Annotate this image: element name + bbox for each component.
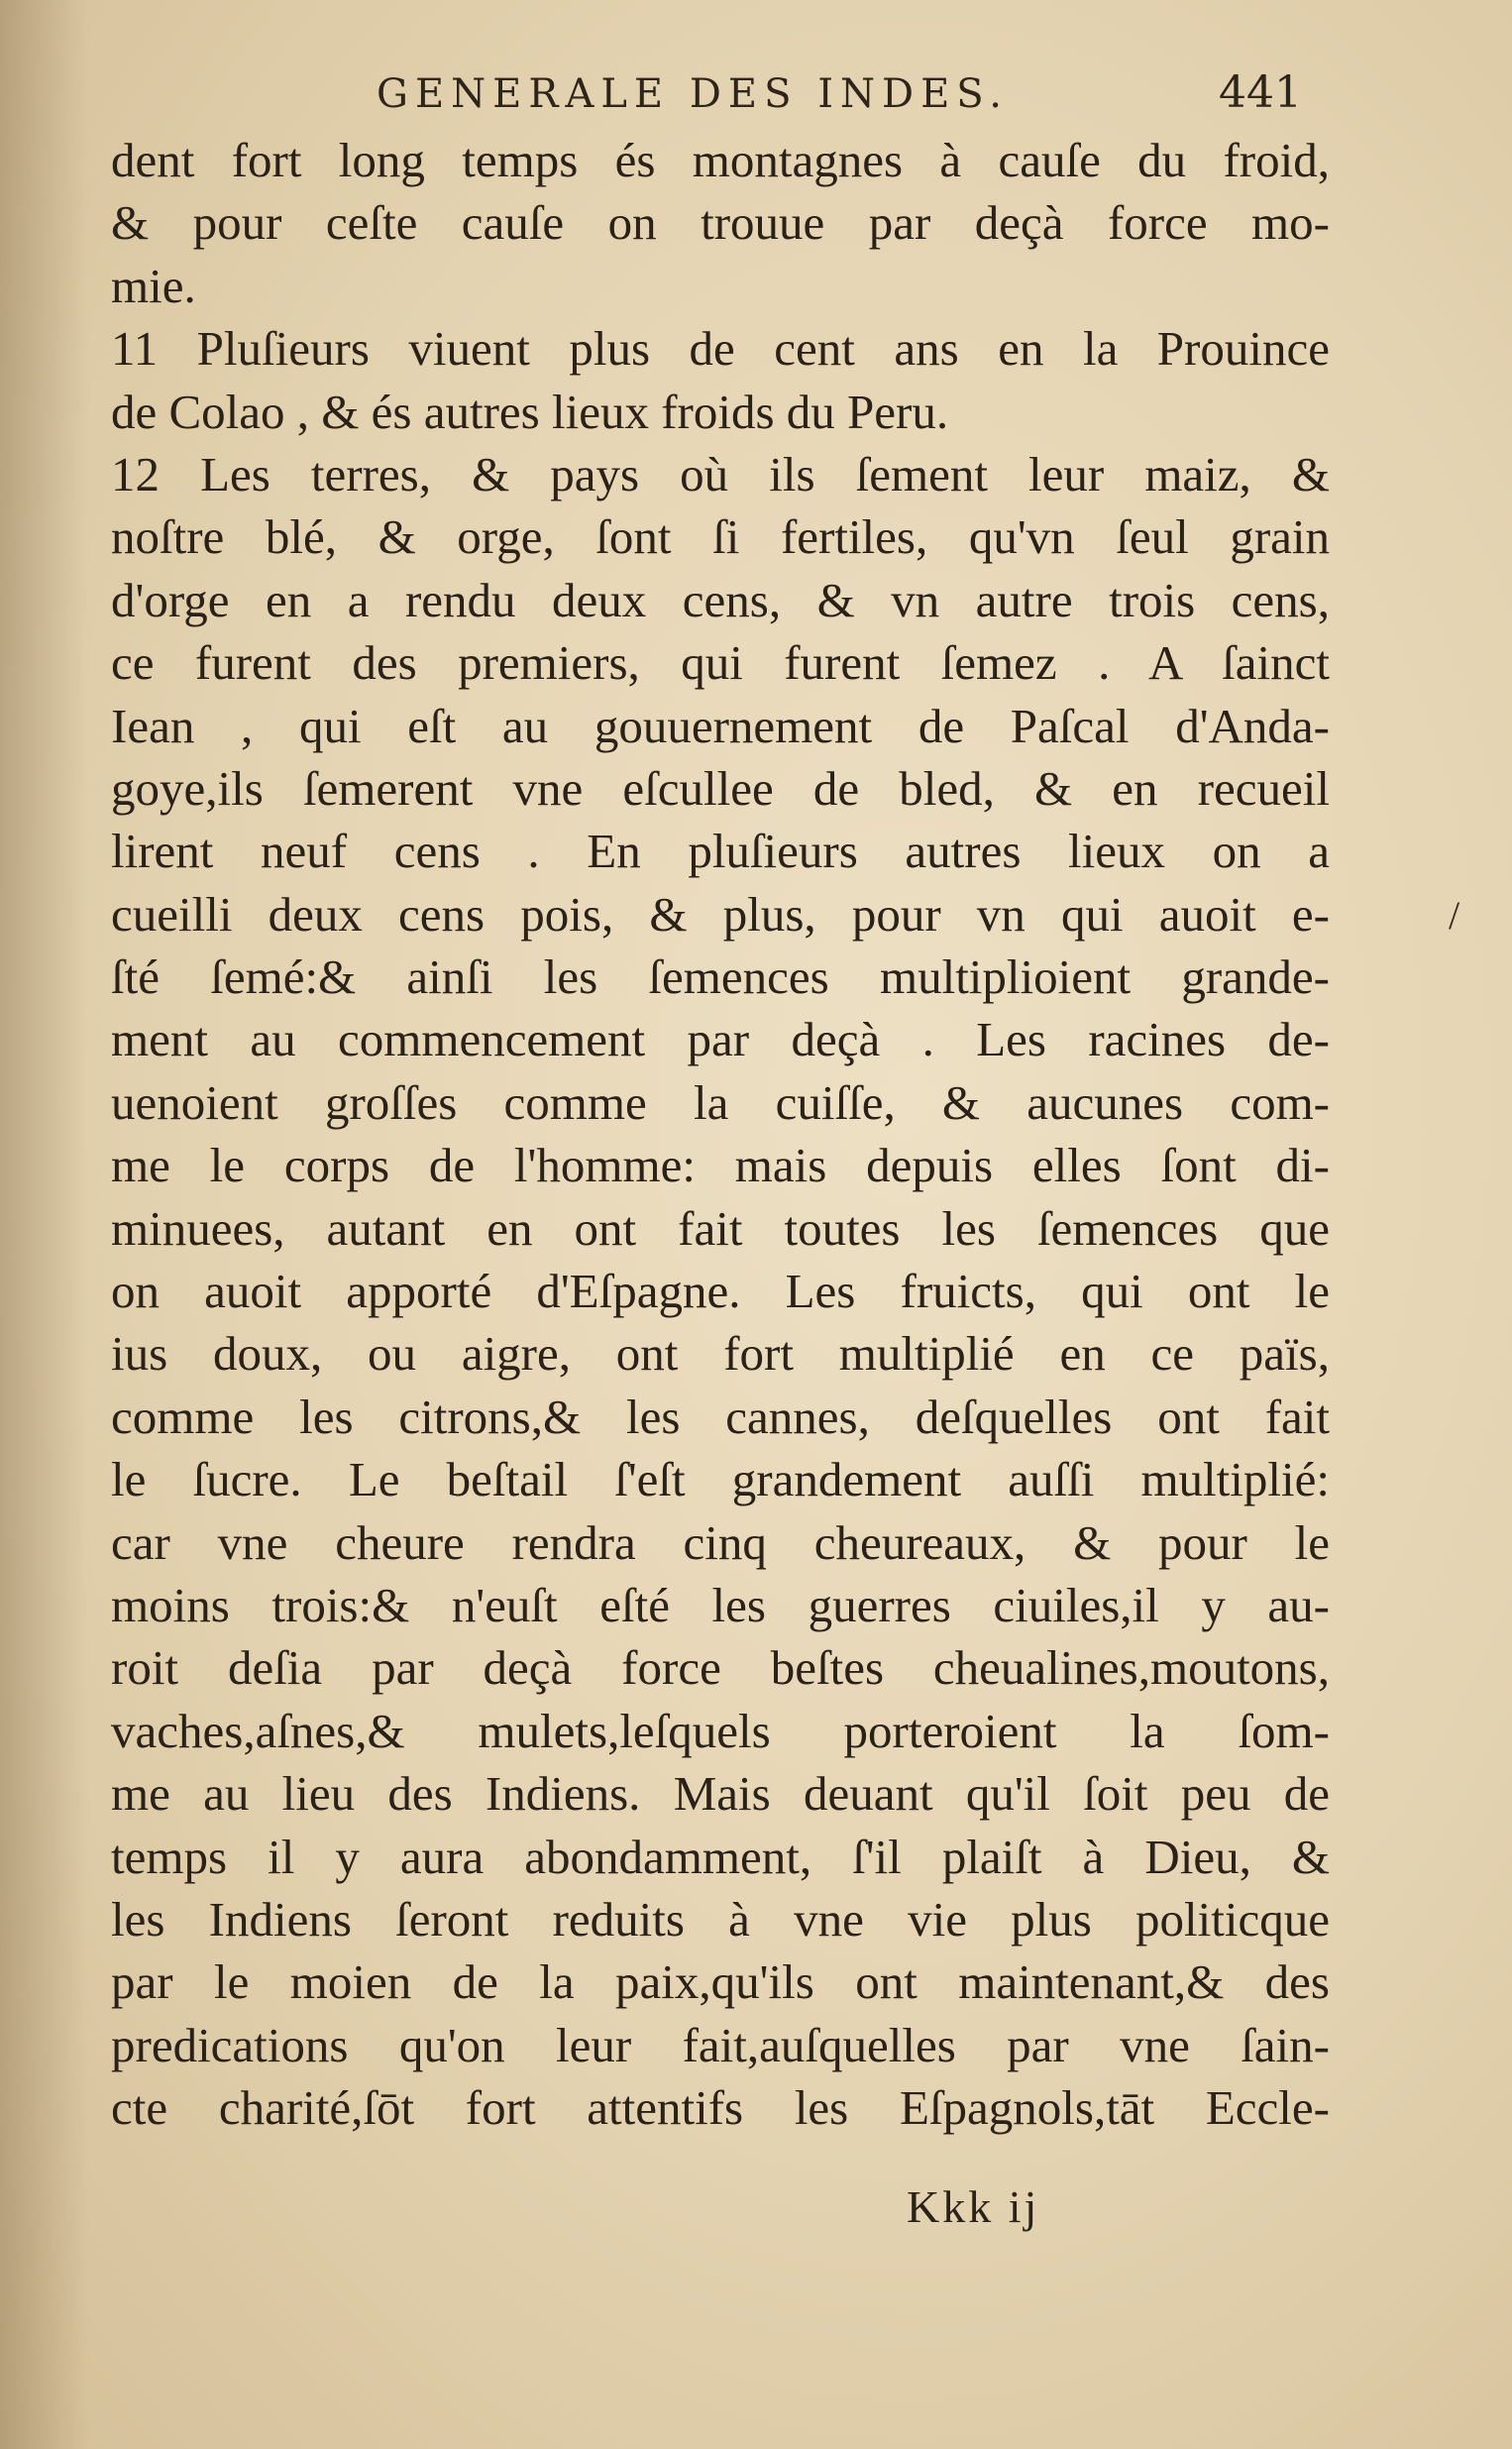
text-line: ſté ſemé:& ainſi les ſemences multiplioient grande- [111, 949, 1330, 1005]
text-line: lirent neuf cens . En pluſieurs autres lieux on a [111, 824, 1330, 879]
text-line: moins trois:& n'euſt eſté les guerres ciuiles,il y au- [111, 1577, 1330, 1632]
page-header [0, 67, 1512, 131]
text-line: ce furent des premiers, qui furent ſemez . A ſainct [111, 635, 1330, 691]
body-text [111, 129, 1330, 2140]
page-number: 441 [1219, 67, 1302, 118]
text-line: vaches,aſnes,& mulets,leſquels porteroient la ſom- [111, 1703, 1330, 1758]
text-line: uenoient groſſes comme la cuiſſe, & aucunes com- [111, 1074, 1330, 1130]
text-line: 11 Pluſieurs viuent plus de cent ans en la Prouince [111, 321, 1330, 377]
text-line: dent fort long temps és montagnes à cauſe du froid, [111, 133, 1330, 187]
text-line: ment au commencement par deçà . Les racines de- [111, 1012, 1330, 1067]
text-line: cte charité,ſōt fort attentifs les Eſpagnols,tāt Eccle- [111, 2080, 1330, 2136]
text-line: par le moien de la paix,qu'ils ont maintenant,& des [111, 1954, 1330, 2010]
text-line: roit deſia par deçà force beſtes cheualines,moutons, [111, 1640, 1330, 1696]
text-line: mie. [111, 258, 196, 313]
text-line: ius doux, ou aigre, ont fort multiplié en ce païs, [111, 1326, 1330, 1382]
running-head: GENERALE DES INDES. [377, 71, 1009, 117]
text-line: temps il y aura abondamment, ſ'il plaiſt à Dieu, & [111, 1829, 1330, 1884]
gutter-shadow [0, 0, 89, 2449]
text-line: minuees, autant en ont fait toutes les ſemences que [111, 1200, 1330, 1256]
text-line: car vne cheure rendra cinq cheureaux, & pour le [111, 1514, 1330, 1570]
text-line: on auoit apporté d'Eſpagne. Les fruicts, qui ont le [111, 1264, 1330, 1319]
text-line: comme les citrons,& les cannes, deſquelles ont fait [111, 1389, 1330, 1444]
signature-mark: Kkk ij [907, 2181, 1040, 2232]
text-line: predications qu'on leur fait,auſquelles par vne ſain- [111, 2017, 1330, 2072]
text-line: d'orge en a rendu deux cens, & vn autre trois cens, [111, 572, 1330, 627]
text-line: 12 Les terres, & pays où ils ſement leur maiz, & [111, 446, 1330, 501]
text-line: goye,ils ſemerent vne eſcullee de bled, & en recueil [111, 760, 1330, 816]
text-line: de Colao , & és autres lieux froids du Peru. [111, 384, 949, 439]
text-line: me au lieu des Indiens. Mais deuant qu'il ſoit peu de [111, 1766, 1330, 1822]
text-line: & pour ceſte cauſe on trouue par deçà force mo- [111, 195, 1330, 251]
text-line: les Indiens ſeront reduits à vne vie plus politicque [111, 1891, 1330, 1947]
text-line: noſtre blé, & orge, ſont ſi fertiles, qu'vn ſeul grain [111, 509, 1330, 565]
text-line: cueilli deux cens pois, & plus, pour vn qui auoit e- [111, 886, 1330, 942]
text-line: le ſucre. Le beſtail ſ'eſt grandement auſſi multiplié: [111, 1452, 1330, 1507]
text-line: me le corps de l'homme: mais depuis elles ſont di- [111, 1138, 1330, 1193]
text-line: Iean , qui eſt au gouuernement de Paſcal d'Anda- [111, 698, 1330, 753]
margin-mark: / [1449, 893, 1460, 938]
